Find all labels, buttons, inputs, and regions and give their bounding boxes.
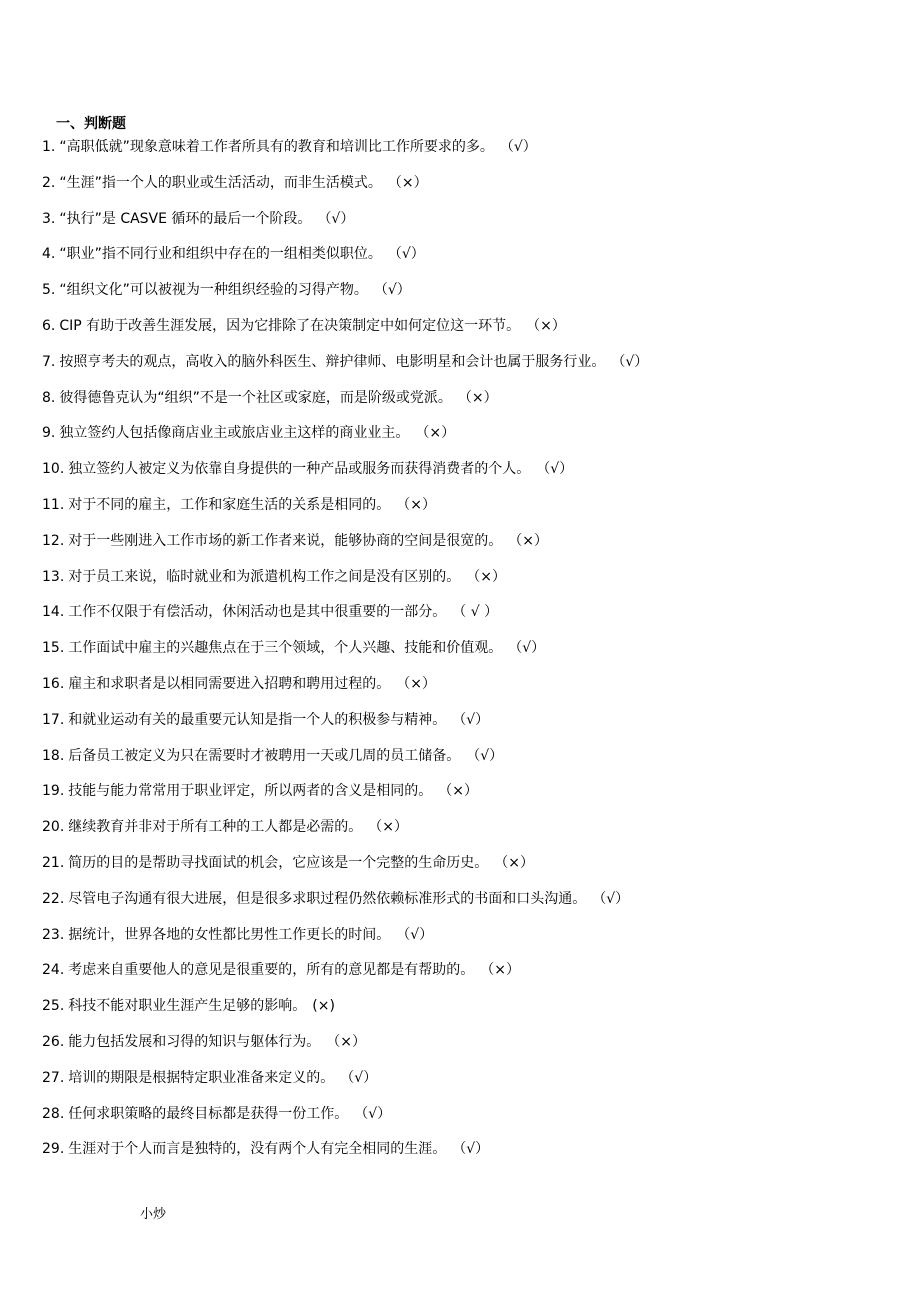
question-number: 13. [42, 568, 65, 585]
question-text: 尽管电子沟通有很大进展，但是很多求职过程仍然依赖标准形式的书面和口头沟通。 [68, 890, 587, 907]
question-text: 雇主和求职者是以相同需要进入招聘和聘用过程的。 [68, 675, 391, 692]
question-text: “执行”是 CASVE 循环的最后一个阶段。 [59, 210, 312, 227]
question-number: 11. [42, 496, 65, 513]
question-number: 1. [42, 139, 56, 155]
question-number: 3. [42, 210, 56, 227]
question-number: 15. [42, 640, 65, 657]
footer-text: 小炒 [140, 1207, 167, 1222]
question-number: 26. [42, 1033, 65, 1050]
question-number: 22. [42, 890, 65, 907]
question-item [42, 1138, 902, 1174]
question-text: 对于员工来说，临时就业和为派遣机构工作之间是没有区别的。 [68, 568, 461, 585]
question-number: 4. [42, 246, 56, 263]
question-number: 14. [42, 604, 65, 621]
question-number: 5. [42, 282, 56, 299]
question-item [42, 494, 902, 530]
question-answer: （×） [396, 675, 436, 692]
question-answer: （√） [536, 461, 574, 478]
question-text: 简历的目的是帮助寻找面试的机会，它应该是一个完整的生命历史。 [68, 854, 489, 871]
question-text: 任何求职策略的最终目标都是获得一份工作。 [68, 1105, 349, 1122]
question-text: CIP 有助于改善生涯发展，因为它排除了在决策制定中如何定位这一环节。 [59, 317, 521, 334]
question-text: 和就业运动有关的最重要元认知是指一个人的积极参与精神。 [68, 711, 447, 728]
question-item [42, 243, 902, 279]
question-answer: （×） [526, 317, 566, 334]
question-answer: （×） [415, 425, 456, 442]
question-text: 考虑来自重要他人的意见是很重要的，所有的意见都是有帮助的。 [68, 962, 475, 979]
question-number: 2. [42, 174, 56, 191]
question-item [42, 351, 902, 387]
question-item [42, 601, 902, 637]
question-answer: (×) [312, 998, 335, 1015]
question-text: 继续教育并非对于所有工种的工人都是必需的。 [68, 819, 363, 836]
question-item [42, 709, 902, 745]
question-answer: （×） [466, 568, 506, 585]
question-answer: （×） [396, 496, 436, 513]
question-text: 生涯对于个人而言是独特的，没有两个人有完全相同的生涯。 [68, 1141, 447, 1158]
question-item [42, 172, 902, 208]
question-item [42, 566, 902, 602]
question-answer: （√） [592, 890, 630, 907]
question-item [42, 888, 902, 924]
question-answer: （×） [508, 532, 548, 549]
question-number: 7. [42, 353, 56, 370]
question-item [42, 924, 902, 960]
question-text: 技能与能力常常用于职业评定，所以两者的含义是相同的。 [68, 783, 433, 800]
question-number: 16. [42, 675, 65, 692]
question-answer: （√） [373, 282, 411, 299]
question-answer: （×） [457, 389, 498, 406]
question-text: 工作不仅限于有偿活动，休闲活动也是其中很重要的一部分。 [68, 604, 447, 621]
question-number: 9. [42, 425, 56, 442]
question-item [42, 422, 902, 458]
section-title: 一、判断题 [56, 116, 126, 132]
question-answer: （√） [317, 210, 355, 227]
question-text: “职业”指不同行业和组织中存在的一组相类似职位。 [59, 246, 382, 263]
question-answer: （√） [452, 711, 490, 728]
question-answer: （√） [611, 353, 649, 370]
question-list [42, 136, 902, 1174]
question-answer: （√） [387, 246, 425, 263]
question-text: 科技不能对职业生涯产生足够的影响。 [68, 998, 307, 1015]
question-answer: （√） [466, 747, 504, 764]
question-item [42, 530, 902, 566]
question-text: 工作面试中雇主的兴趣焦点在于三个领域，个人兴趣、技能和价值观。 [68, 640, 503, 657]
question-number: 25. [42, 998, 65, 1015]
question-number: 10. [42, 461, 65, 478]
question-text: 独立签约人被定义为依靠自身提供的一种产品或服务而获得消费者的个人。 [68, 461, 531, 478]
question-number: 21. [42, 854, 65, 871]
question-answer: （×） [438, 783, 478, 800]
question-number: 23. [42, 926, 65, 943]
question-item [42, 959, 902, 995]
question-text: 按照亨考夫的观点，高收入的脑外科医生、辩护律师、电影明星和会计也属于服务行业。 [59, 353, 606, 370]
question-text: “高职低就”现象意味着工作者所具有的教育和培训比工作所要求的多。 [59, 139, 494, 155]
question-number: 20. [42, 819, 65, 836]
question-number: 29. [42, 1141, 65, 1158]
question-number: 24. [42, 962, 65, 979]
question-item [42, 852, 902, 888]
question-number: 6. [42, 317, 56, 334]
question-text: 对于一些刚进入工作市场的新工作者来说，能够协商的空间是很宽的。 [68, 532, 503, 549]
question-text: “组织文化”可以被视为一种组织经验的习得产物。 [59, 282, 368, 299]
question-item [42, 387, 902, 423]
question-item [42, 745, 902, 781]
question-answer: （×） [368, 819, 408, 836]
question-item [42, 279, 902, 315]
question-answer: （ √ ） [452, 604, 499, 621]
question-item [42, 136, 902, 172]
question-answer: （×） [387, 174, 428, 191]
question-number: 12. [42, 532, 65, 549]
question-item [42, 816, 902, 852]
question-item [42, 780, 902, 816]
question-item [42, 637, 902, 673]
question-answer: （×） [480, 962, 520, 979]
question-text: 能力包括发展和习得的知识与躯体行为。 [68, 1033, 321, 1050]
question-answer: （×） [494, 854, 534, 871]
question-item [42, 995, 902, 1031]
question-number: 19. [42, 783, 65, 800]
question-item [42, 458, 902, 494]
question-answer: （√） [396, 926, 434, 943]
question-text: 独立签约人包括像商店业主或旅店业主这样的商业业主。 [59, 425, 410, 442]
question-number: 27. [42, 1069, 65, 1086]
question-text: 对于不同的雇主，工作和家庭生活的关系是相同的。 [68, 496, 391, 513]
question-text: 后备员工被定义为只在需要时才被聘用一天或几周的员工储备。 [68, 747, 461, 764]
question-item [42, 208, 902, 244]
question-item [42, 1103, 902, 1139]
question-number: 17. [42, 711, 65, 728]
question-text: 培训的期限是根据特定职业准备来定义的。 [68, 1069, 335, 1086]
question-number: 8. [42, 389, 56, 406]
question-answer: （√） [354, 1105, 392, 1122]
question-number: 18. [42, 747, 65, 764]
question-answer: （√） [452, 1141, 490, 1158]
question-text: 据统计，世界各地的女性都比男性工作更长的时间。 [68, 926, 391, 943]
question-text: “生涯”指一个人的职业或生活活动，而非生活模式。 [59, 174, 382, 191]
question-number: 28. [42, 1105, 65, 1122]
question-item [42, 315, 902, 351]
question-answer: （√） [508, 640, 546, 657]
question-text: 彼得德鲁克认为“组织”不是一个社区或家庭，而是阶级或党派。 [59, 389, 452, 406]
question-answer: （×） [326, 1033, 366, 1050]
question-item [42, 1031, 902, 1067]
question-answer: （√） [340, 1069, 378, 1086]
question-item [42, 1067, 902, 1103]
question-answer: （√） [499, 139, 537, 155]
question-item [42, 673, 902, 709]
